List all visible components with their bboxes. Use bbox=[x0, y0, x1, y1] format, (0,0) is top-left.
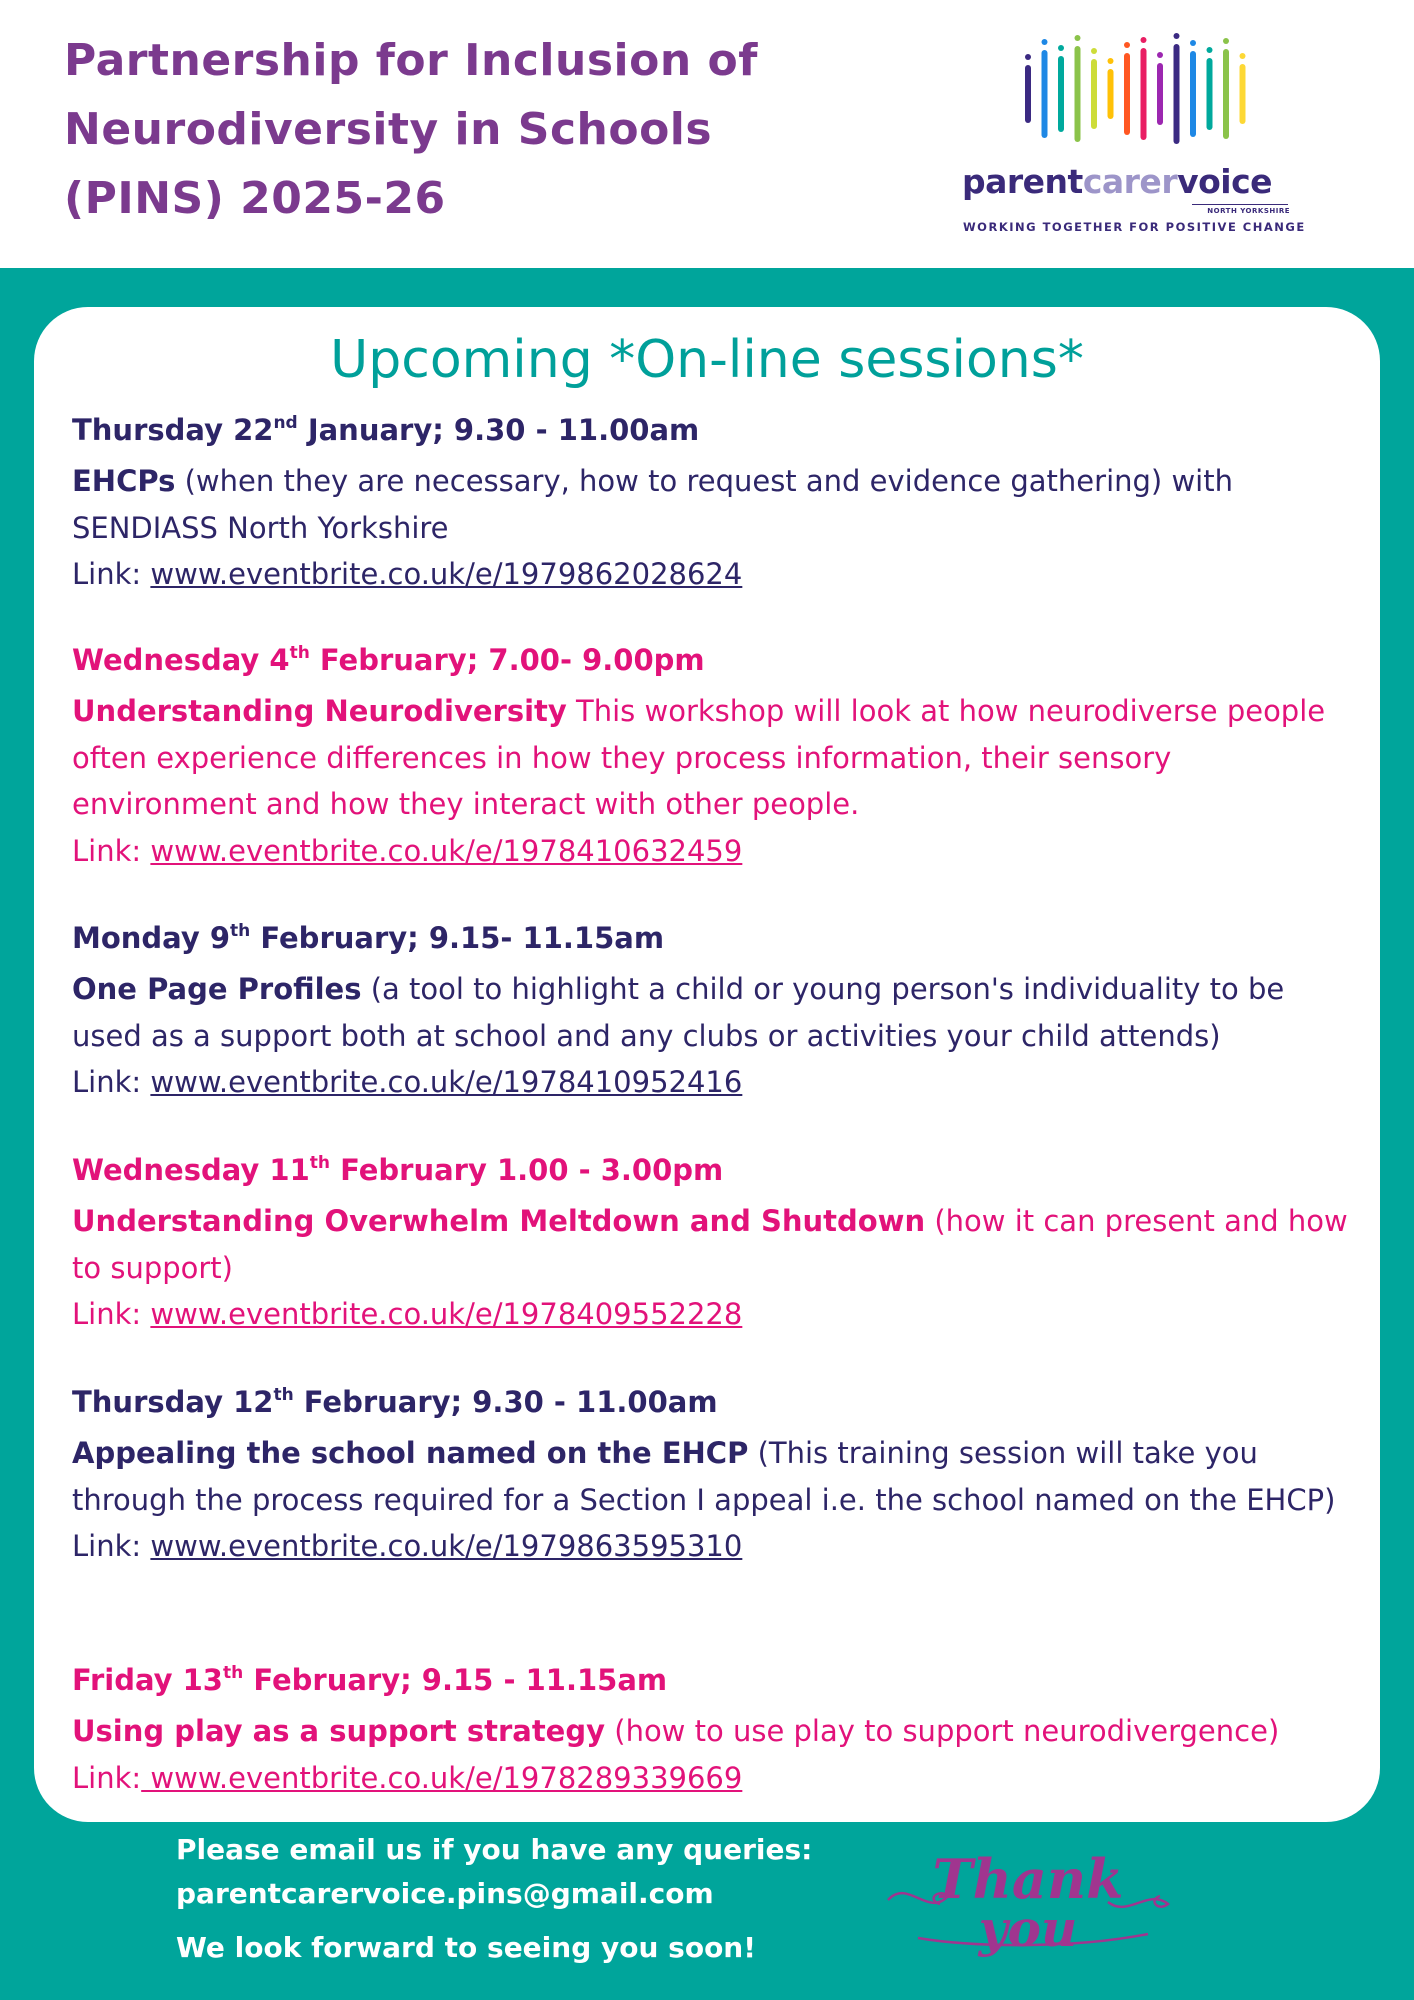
footer-query-text: Please email us if you have any queries: bbox=[176, 1833, 813, 1866]
session-description: Understanding Overwhelm Meltdown and Shutdown (how it can present and how to support) bbox=[72, 1204, 1348, 1285]
session-title: One Page Profiles bbox=[72, 972, 362, 1007]
parent-carer-voice-logo bbox=[960, 24, 1306, 244]
eventbrite-link[interactable]: www.eventbrite.co.uk/e/1979862028624 bbox=[150, 557, 743, 592]
title-line: Partnership for Inclusion of bbox=[64, 35, 758, 86]
logo-bar-dot bbox=[1075, 35, 1081, 41]
sessions-heading: Upcoming *On-line sessions* bbox=[330, 330, 1084, 390]
logo-bar bbox=[1042, 50, 1048, 138]
logo-bar bbox=[1141, 48, 1147, 140]
session-description: Understanding Neurodiversity This workshop will look at how neurodiverse people often experience differences in how they process information, their sensory environment and how they interact with other people. bbox=[72, 694, 1326, 822]
logo-bar-dot bbox=[1190, 40, 1196, 46]
session-title: Using play as a support strategy bbox=[72, 1714, 606, 1749]
session-title: Understanding Overwhelm Meltdown and Shutdown bbox=[72, 1204, 926, 1239]
logo-bar-dot bbox=[1223, 38, 1229, 44]
session-link-row: Link: www.eventbrite.co.uk/e/1979863595310 bbox=[72, 1529, 743, 1564]
logo-bar-dot bbox=[1058, 45, 1064, 51]
logo-bar bbox=[1190, 51, 1196, 137]
eventbrite-link[interactable]: www.eventbrite.co.uk/e/1978410632459 bbox=[150, 833, 743, 868]
logo-bar bbox=[1091, 59, 1097, 129]
logo-wordmark bbox=[962, 162, 1272, 201]
page-title bbox=[64, 26, 784, 233]
thank-text: Thank bbox=[932, 1847, 1124, 1911]
contact-email[interactable]: parentcarervoice.pins@gmail.com bbox=[176, 1877, 714, 1910]
session-title: Understanding Neurodiversity bbox=[72, 694, 567, 729]
footer-closing-text: We look forward to seeing you soon! bbox=[176, 1931, 757, 1964]
session-description: Using play as a support strategy (how to use play to support neurodivergence) bbox=[72, 1714, 1280, 1749]
logo-word-carer: carer bbox=[1082, 162, 1178, 201]
eventbrite-link[interactable]: www.eventbrite.co.uk/e/1978289339669 bbox=[141, 1760, 743, 1795]
eventbrite-link[interactable]: www.eventbrite.co.uk/e/1978410952416 bbox=[150, 1065, 743, 1100]
session-title: EHCPs bbox=[72, 464, 176, 499]
logo-region: NORTH YORKSHIRE bbox=[1207, 207, 1290, 215]
session-date: Monday 9th February; 9.15- 11.15am bbox=[72, 921, 665, 955]
logo-bar bbox=[1223, 49, 1229, 139]
logo-bar bbox=[1108, 69, 1114, 119]
eventbrite-link[interactable]: www.eventbrite.co.uk/e/1979863595310 bbox=[150, 1529, 743, 1564]
logo-bar bbox=[1075, 46, 1081, 142]
session-date: Wednesday 11th February 1.00 - 3.00pm bbox=[72, 1153, 724, 1187]
logo-tagline: WORKING TOGETHER FOR POSITIVE CHANGE bbox=[963, 220, 1306, 234]
logo-word-parent: parent bbox=[962, 162, 1083, 201]
logo-bar bbox=[1025, 65, 1031, 123]
session-description: EHCPs (when they are necessary, how to request and evidence gathering) with SENDIASS North Yorkshire bbox=[72, 464, 1233, 545]
logo-bar-dot bbox=[1025, 54, 1031, 60]
logo-bar bbox=[1058, 56, 1064, 132]
session-date: Thursday 22nd January; 9.30 - 11.00am bbox=[72, 413, 700, 447]
logo-divider bbox=[1192, 204, 1288, 205]
logo-bar-dot bbox=[1240, 53, 1246, 59]
header bbox=[0, 0, 1414, 268]
logo-bar bbox=[1174, 44, 1180, 144]
session-item bbox=[72, 915, 1362, 1106]
logo-bar bbox=[1207, 58, 1213, 130]
session-description: Appealing the school named on the EHCP (This training session will take you through the process required for a Section I appeal i.e. the school named on the EHCP) bbox=[72, 1436, 1336, 1517]
session-item bbox=[72, 407, 1362, 598]
logo-bar-dot bbox=[1042, 39, 1048, 45]
session-item bbox=[72, 1147, 1362, 1338]
logo-bars-icon bbox=[1020, 24, 1260, 144]
sessions-card bbox=[34, 307, 1380, 1822]
logo-bar-dot bbox=[1207, 47, 1213, 53]
session-link-row: Link: www.eventbrite.co.uk/e/1978289339669 bbox=[72, 1760, 743, 1795]
eventbrite-link[interactable]: www.eventbrite.co.uk/e/1978409552228 bbox=[150, 1297, 743, 1332]
session-date: Friday 13th February; 9.15 - 11.15am bbox=[72, 1663, 668, 1697]
thank-you-script bbox=[878, 1838, 1178, 1968]
session-title: Appealing the school named on the EHCP bbox=[72, 1436, 749, 1471]
logo-bar bbox=[1240, 64, 1246, 124]
logo-bar-dot bbox=[1141, 37, 1147, 43]
session-link-row: Link: www.eventbrite.co.uk/e/1979862028624 bbox=[72, 557, 743, 592]
session-item bbox=[72, 1379, 1362, 1570]
logo-bar bbox=[1124, 53, 1130, 135]
session-item bbox=[72, 1657, 1362, 1801]
session-date: Wednesday 4th February; 7.00- 9.00pm bbox=[72, 643, 705, 677]
logo-bar-dot bbox=[1157, 52, 1163, 58]
logo-bar-dot bbox=[1124, 42, 1130, 48]
session-item bbox=[72, 637, 1362, 874]
you-text: you bbox=[978, 1899, 1078, 1958]
session-link-row: Link: www.eventbrite.co.uk/e/1978410632459 bbox=[72, 833, 743, 868]
logo-bar-dot bbox=[1091, 48, 1097, 54]
title-line: Neurodiversity in Schools bbox=[64, 104, 713, 155]
logo-bar bbox=[1157, 63, 1163, 125]
session-link-row: Link: www.eventbrite.co.uk/e/1978409552228 bbox=[72, 1297, 743, 1332]
logo-bar-dot bbox=[1174, 33, 1180, 39]
footer bbox=[176, 1828, 876, 1970]
logo-bar-dot bbox=[1108, 58, 1114, 64]
session-description: One Page Profiles (a tool to highlight a child or young person's individuality to be used as a support both at school and any clubs or activities your child attends) bbox=[72, 972, 1285, 1053]
session-date: Thursday 12th February; 9.30 - 11.00am bbox=[72, 1385, 718, 1419]
session-link-row: Link: www.eventbrite.co.uk/e/1978410952416 bbox=[72, 1065, 743, 1100]
title-line: (PINS) 2025-26 bbox=[64, 173, 446, 224]
logo-word-voice: voice bbox=[1177, 162, 1273, 201]
